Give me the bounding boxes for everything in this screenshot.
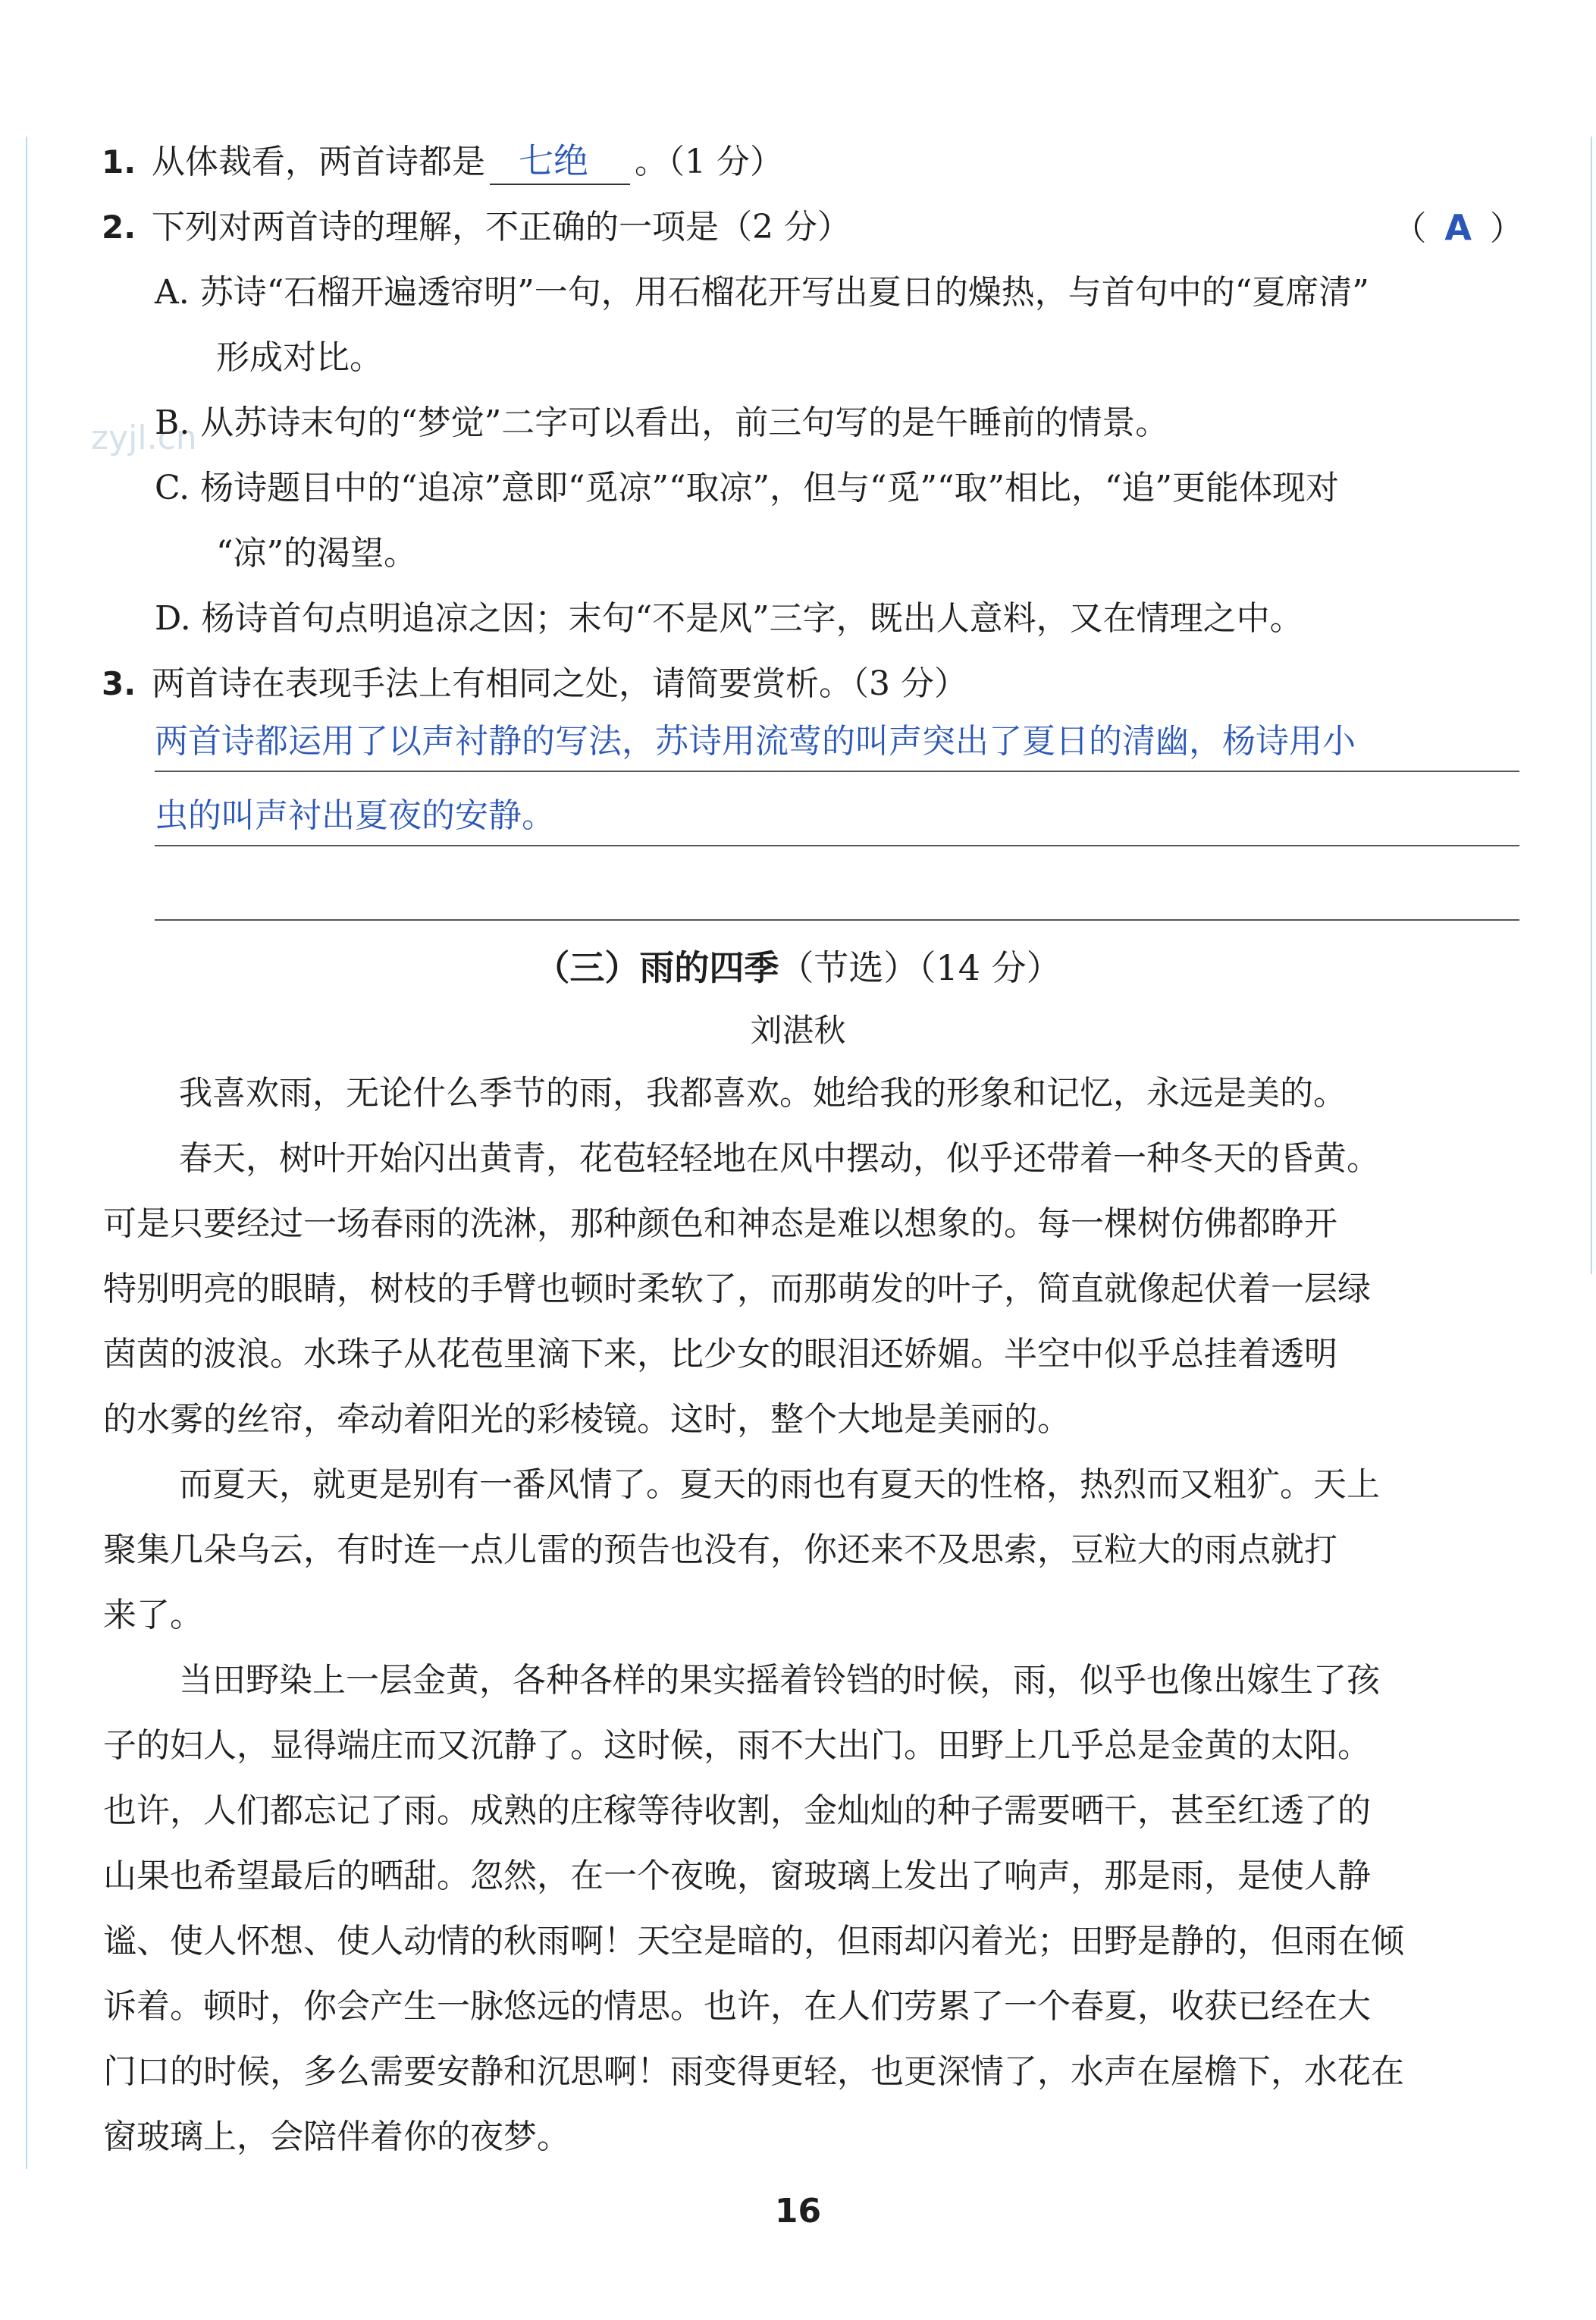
passage-line: 春天，树叶开始闪出黄青，花苞轻轻地在风中摆动，似乎还带着一种冬天的昏黄。 [179,1139,1380,1178]
question-3-answer-line-1: 两首诗都运用了以声衬静的写法，苏诗用流莺的叫声突出了夏日的清幽，杨诗用小 [155,722,1356,761]
section-prefix: （三） [535,947,640,988]
passage-line: 而夏天，就更是别有一番风情了。夏天的雨也有夏天的性格，热烈而又粗犷。天上 [179,1465,1380,1504]
passage-line: 当田野染上一层金黄，各种各样的果实摇着铃铛的时候，雨，似乎也像出嫁生了孩 [179,1661,1380,1700]
passage-line: 子的妇人，显得端庄而又沉静了。这时候，雨不大出门。田野上几乎总是金黄的太阳。 [103,1726,1371,1765]
answer-rule-2 [155,845,1519,846]
passage-line: 门口的时候，多么需要安静和沉思啊！雨变得更轻，也更深情了，水声在屋檐下，水花在 [103,2052,1404,2091]
question-3-answer-line-2: 虫的叫声衬出夏夜的安静。 [155,796,555,835]
option-c-line-1: C. 杨诗题目中的“追凉”意即“觅凉”“取凉”，但与“觅”“取”相比，“追”更能体现对 [155,469,1339,507]
passage-line: 聚集几朵乌云，有时连一点儿雷的预告也没有，你还来不及思索，豆粒大的雨点就打 [103,1530,1337,1569]
question-2-number: 2. [102,209,136,246]
passage-line: 的水雾的丝帘，牵动着阳光的彩棱镜。这时，整个大地是美丽的。 [103,1400,1071,1439]
passage-line: 来了。 [103,1596,203,1634]
answer-rule-1 [155,771,1519,772]
answer-paren: （ A ） [1393,207,1523,248]
section-note: （节选）（14 分） [779,947,1061,988]
question-1-score: 。（1 分） [635,143,783,181]
watermark: zyjl.cn [91,419,197,457]
passage-line: 也许，人们都忘记了雨。成熟的庄稼等待收割，金灿灿的种子需要晒干，甚至红透了的 [103,1791,1371,1830]
option-a-line-1: A. 苏诗“石榴开遍透帘明”一句，用石榴花开写出夏日的燥热，与首句中的“夏席清” [155,273,1369,312]
passage-line: 我喜欢雨，无论什么季节的雨，我都喜欢。她给我的形象和记忆，永远是美的。 [179,1074,1347,1113]
section-heading [0,940,1596,990]
left-margin-rule [26,137,27,2169]
question-1-text: 从体裁看，两首诗都是 [152,143,485,181]
option-c-line-2: “凉”的渴望。 [216,534,417,573]
passage-line: 山果也希望最后的晒甜。忽然，在一个夜晚，窗玻璃上发出了响声，那是雨，是使人静 [103,1857,1371,1895]
passage-line: 可是只要经过一场春雨的洗淋，那种颜色和神态是难以想象的。每一棵树仿佛都睁开 [103,1204,1337,1243]
question-3-stem: 两首诗在表现手法上有相同之处，请简要赏析。（3 分） [152,664,967,703]
answer-blank [490,140,630,185]
option-b: B. 从苏诗末句的“梦觉”二字可以看出，前三句写的是午睡前的情景。 [155,403,1169,442]
passage-line: 窗玻璃上，会陪伴着你的夜梦。 [103,2118,570,2156]
question-3-number: 3. [102,665,136,702]
question-1-answer: 七绝 [519,140,588,181]
section-title: 雨的四季 [639,947,779,988]
page-number: 16 [774,2192,822,2231]
passage-line: 特别明亮的眼睛，树枝的手臂也顿时柔软了，而那萌发的叶子，简直就像起伏着一层绿 [103,1270,1371,1308]
question-2-stem: 下列对两首诗的理解，不正确的一项是（2 分） [152,208,851,246]
question-1-number: 1. [102,143,136,181]
option-a-line-2: 形成对比。 [216,338,383,377]
right-margin-rule [1591,137,1592,1274]
passage-line: 茵茵的波浪。水珠子从花苞里滴下来，比少女的眼泪还娇媚。半空中似乎总挂着透明 [103,1335,1337,1373]
passage-line: 谧、使人怀想、使人动情的秋雨啊！天空是暗的，但雨却闪着光；田野是静的，但雨在倾 [103,1922,1404,1961]
question-2-answer: A [1444,207,1472,248]
option-d: D. 杨诗首句点明追凉之因；末句“不是风”三字，既出人意料，又在情理之中。 [155,599,1303,638]
passage-line: 诉着。顿时，你会产生一脉悠远的情思。也许，在人们劳累了一个春夏，收获已经在大 [103,1987,1371,2026]
answer-rule-3 [155,919,1519,921]
author: 刘湛秋 [750,1012,846,1049]
